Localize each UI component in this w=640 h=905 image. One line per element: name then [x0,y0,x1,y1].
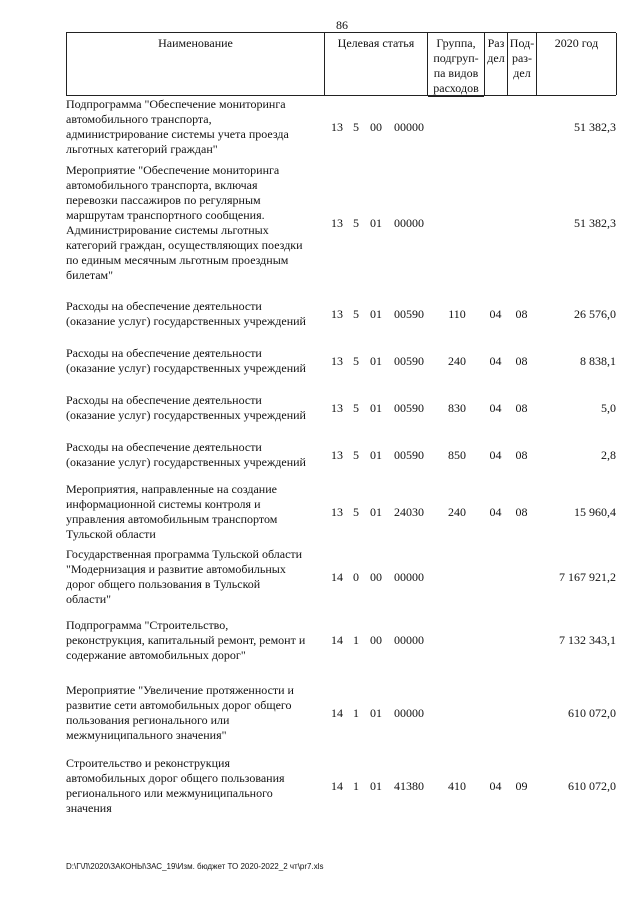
subsection-code: 09 [515,779,528,793]
target-code-3: 01 [370,216,382,230]
target-code-2: 1 [353,633,359,647]
row-name-line: категорий граждан, осуществляющих поездки [66,238,303,252]
subsection-code: 08 [515,307,528,321]
target-code-2: 5 [353,401,359,415]
amount-2020: 7 167 921,2 [559,570,616,584]
row-name-line: Подпрограмма "Строительство, [66,618,229,632]
section-code: 04 [489,354,502,368]
row-name-line: Мероприятия, направленные на создание [66,482,277,496]
page-number: 86 [336,18,348,32]
target-code-2: 1 [353,779,359,793]
header-section-line: Раз [487,36,505,50]
target-code-1: 13 [331,120,343,134]
target-code-2: 5 [353,354,359,368]
target-code-4: 00000 [394,570,424,584]
header-group-line: подгруп- [433,51,479,65]
target-code-3: 01 [370,706,382,720]
target-code-2: 0 [353,570,359,584]
row-name [66,299,324,329]
file-path-footer: D:\Г\Л\2020\ЗАКОНЫ\ЗАС_19\Изм. бюджет ТО 2020-2022_2 чт\pr7.xls [66,862,324,871]
row-name-line: Государственная программа Тульской области [66,547,303,561]
group-code: 410 [448,779,466,793]
header-subsection [508,33,537,95]
header-year: 2020 год [537,33,617,95]
amount-2020: 51 382,3 [574,216,616,230]
group-code: 830 [448,401,466,415]
target-code-1: 13 [331,307,343,321]
target-code-1: 13 [331,401,343,415]
target-code-3: 01 [370,505,382,519]
section-code: 04 [489,779,502,793]
row-name-line: значения [66,801,112,815]
header-group-line: па видов [433,66,479,80]
target-code-2: 5 [353,505,359,519]
amount-2020: 26 576,0 [574,307,616,321]
row-name-line: Расходы на обеспечение деятельности [66,440,262,454]
amount-2020: 8 838,1 [580,354,616,368]
row-name [66,163,324,283]
amount-2020: 51 382,3 [574,120,616,134]
target-code-4: 00000 [394,706,424,720]
row-name-line: Подпрограмма "Обеспечение мониторинга [66,97,286,111]
target-code-2: 1 [353,706,359,720]
row-name-line: перевозки пассажиров по регулярным [66,193,261,207]
subsection-code: 08 [515,401,528,415]
row-name-line: автомобильного транспорта, [66,112,212,126]
row-name-line: администрирование системы учета проезда [66,127,289,141]
target-code-3: 00 [370,570,382,584]
target-code-1: 14 [331,706,343,720]
row-name [66,482,324,542]
row-name-line: (оказание услуг) государственных учреждений [66,361,306,375]
row-name-line: Расходы на обеспечение деятельности [66,346,262,360]
target-code-4: 00590 [394,448,424,462]
row-name [66,346,324,376]
row-name-line: Строительство и реконструкция [66,756,230,770]
row-name-line: "Модернизация и развитие автомобильных [66,562,286,576]
target-code-1: 14 [331,633,343,647]
target-code-1: 14 [331,779,343,793]
row-name [66,683,324,743]
subsection-code: 08 [515,505,528,519]
row-name-line: Администрирование системы льготных [66,223,269,237]
row-name-line: регионального или межмуниципального [66,786,273,800]
row-name-line: автомобильных дорог общего пользования [66,771,285,785]
target-code-3: 00 [370,633,382,647]
group-code: 850 [448,448,466,462]
row-name-line: реконструкция, капитальный ремонт, ремонт и [66,633,306,647]
subsection-code: 08 [515,448,528,462]
amount-2020: 2,8 [601,448,616,462]
row-name-line: билетам" [66,268,114,282]
section-code: 04 [489,307,502,321]
budget-table [66,32,616,96]
header-subsection-line: Под- [509,36,535,50]
target-code-1: 13 [331,505,343,519]
subsection-code: 08 [515,354,528,368]
group-code: 110 [448,307,466,321]
target-code-3: 00 [370,120,382,134]
target-code-4: 00590 [394,307,424,321]
amount-2020: 15 960,4 [574,505,616,519]
target-code-4: 00000 [394,216,424,230]
row-name-line: информационной системы контроля и [66,497,261,511]
target-code-4: 41380 [394,779,424,793]
row-name [66,756,324,816]
row-name [66,440,324,470]
target-code-4: 00590 [394,401,424,415]
section-code: 04 [489,505,502,519]
row-name-line: межмуниципального значения" [66,728,227,742]
amount-2020: 610 072,0 [568,779,616,793]
row-name [66,97,324,157]
row-name [66,393,324,423]
row-name-line: области" [66,592,112,606]
row-name-line: Расходы на обеспечение деятельности [66,393,262,407]
target-code-1: 13 [331,216,343,230]
section-code: 04 [489,448,502,462]
target-code-2: 5 [353,216,359,230]
target-code-4: 00590 [394,354,424,368]
target-code-3: 01 [370,354,382,368]
header-group [428,33,485,95]
target-code-3: 01 [370,448,382,462]
row-name-line: Мероприятие "Обеспечение мониторинга [66,163,280,177]
amount-2020: 610 072,0 [568,706,616,720]
row-name [66,618,324,663]
amount-2020: 7 132 343,1 [559,633,616,647]
row-name-line: (оказание услуг) государственных учреждений [66,408,306,422]
header-name: Наименование [67,33,325,95]
target-code-4: 24030 [394,505,424,519]
row-name-line: автомобильного транспорта, включая [66,178,258,192]
header-group-line: Группа, [436,36,476,50]
header-target: Целевая статья [325,33,428,95]
target-code-1: 14 [331,570,343,584]
header-section [485,33,508,95]
row-name-line: Мероприятие "Увеличение протяженности и [66,683,294,697]
row-name-line: Расходы на обеспечение деятельности [66,299,262,313]
header-group-line: расходов [428,81,484,97]
target-code-3: 01 [370,401,382,415]
target-code-4: 00000 [394,633,424,647]
amount-2020: 5,0 [601,401,616,415]
target-code-1: 13 [331,354,343,368]
row-name-line: (оказание услуг) государственных учреждений [66,455,306,469]
row-name-line: управления автомобильным транспортом [66,512,278,526]
header-section-line: дел [487,51,505,65]
row-name-line: дорог общего пользования в Тульской [66,577,261,591]
row-name-line: (оказание услуг) государственных учреждений [66,314,306,328]
header-subsection-line: дел [513,66,531,80]
row-name-line: развитие сети автомобильных дорог общего [66,698,292,712]
target-code-3: 01 [370,307,382,321]
row-name-line: Тульской области [66,527,156,541]
target-code-4: 00000 [394,120,424,134]
group-code: 240 [448,505,466,519]
row-name-line: маршрутам транспортного сообщения. [66,208,265,222]
row-name-line: льготных категорий граждан" [66,142,218,156]
target-code-3: 01 [370,779,382,793]
row-name [66,547,324,607]
target-code-2: 5 [353,448,359,462]
section-code: 04 [489,401,502,415]
table-header [66,32,616,96]
group-code: 240 [448,354,466,368]
target-code-2: 5 [353,307,359,321]
row-name-line: содержание автомобильных дорог" [66,648,246,662]
header-subsection-line: раз- [511,51,533,65]
target-code-2: 5 [353,120,359,134]
target-code-1: 13 [331,448,343,462]
row-name-line: пользования регионального или [66,713,230,727]
row-name-line: по единым месячным льготным проездным [66,253,289,267]
